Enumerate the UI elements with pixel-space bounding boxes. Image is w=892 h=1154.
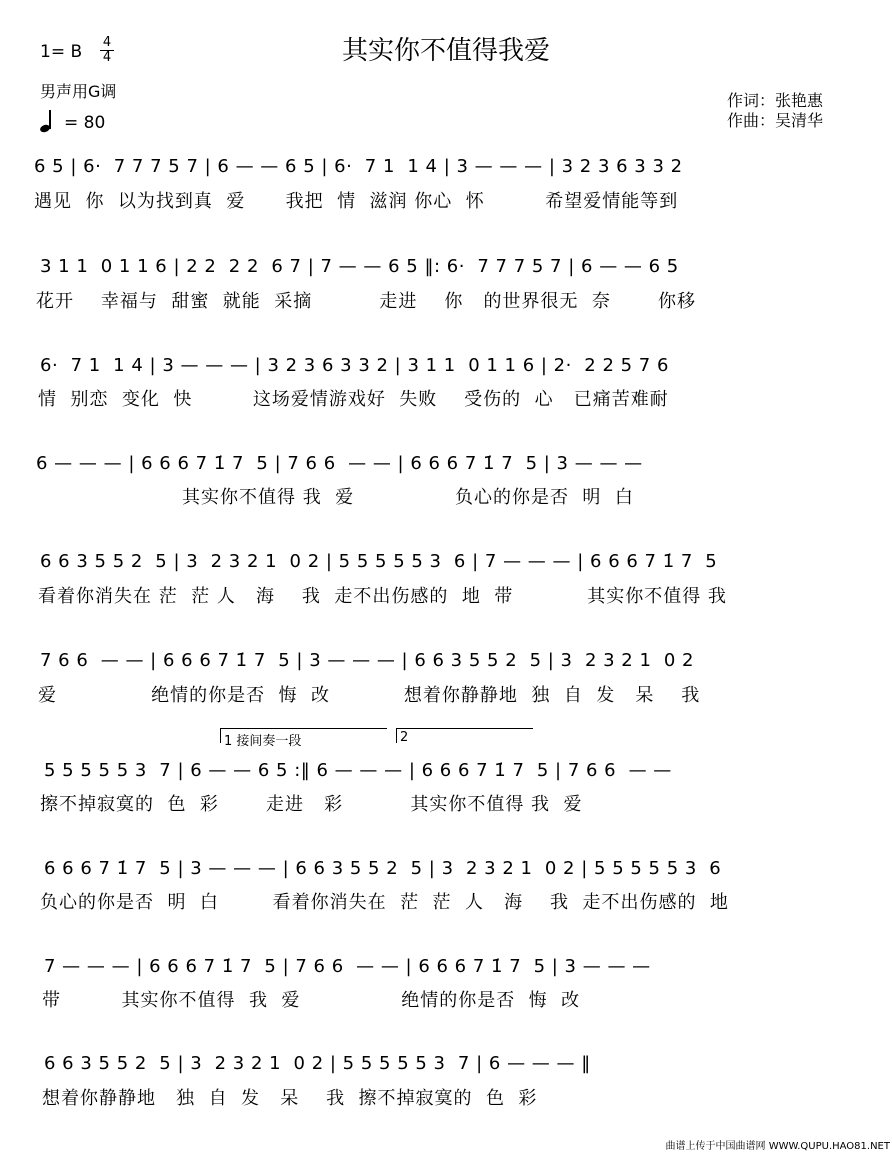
lyricist-credit: 作词：张艳惠 <box>727 91 824 110</box>
footer-watermark: 曲谱上传于中国曲谱网 WWW.QUPU.HAO81.NET <box>665 1141 890 1152</box>
notation-row-8: 6 6 6 7 1̇ 7 5 | 3 — — — | 6 6 3 5 5 2 5 | 3 2 3 2 1 0 2 | 5 5 5 5 5 3 6 <box>44 858 722 879</box>
lyrics-row-2: 花开 幸福与 甜蜜 就能 采摘 走进 你 的世界很无 奈 你移 <box>36 291 696 312</box>
notation-row-10: 6 6 3 5 5 2 5 | 3 2 3 2 1 0 2 | 5 5 5 5 5 3 7 | 6 — — — ‖ <box>44 1053 591 1074</box>
time-signature <box>100 37 114 64</box>
tempo-marking <box>40 110 105 133</box>
lyrics-row-6: 爱 绝情的你是否 悔 改 想着你静静地 独 自 发 呆 我 <box>38 685 701 706</box>
key-signature: 1= B <box>40 42 83 62</box>
volta-bracket-2 <box>396 728 533 743</box>
notation-row-2: 3 1 1 0 1 1 6 | 2 2 2 2 6 7 | 7 — — 6 5 ‖: 6· 7 7 7 5 7 | 6 — — 6 5 <box>40 256 679 277</box>
volta-2-label: 2 <box>400 730 409 745</box>
notation-row-7: 5 5 5 5 5 3 7 | 6 — — 6 5 :‖ 6 — — — | 6 6 6 7 1̇ 7 5 | 7 6 6 — — <box>44 760 672 781</box>
lyrics-row-1: 遇见 你 以为找到真 爱 我把 情 滋润 你心 怀 希望爱情能等到 <box>34 191 679 212</box>
notation-row-1: 6 5 | 6· 7 7 7 5 7 | 6 — — 6 5 | 6· 7 1 1 4 | 3 — — — | 3 2 3 6 3 3 2 <box>34 156 683 177</box>
lyrics-row-9: 带 其实你不值得 我 爱 绝情的你是否 悔 改 <box>42 990 581 1011</box>
time-signature-bottom: 4 <box>102 50 112 65</box>
lyrics-row-5: 看着你消失在 茫 茫 人 海 我 走不出伤感的 地 带 其实你不值得 我 <box>38 586 727 607</box>
composer-credit: 作曲：吴清华 <box>727 111 824 130</box>
quarter-note-icon <box>40 110 54 132</box>
song-title: 其实你不值得我爱 <box>341 36 550 66</box>
time-signature-top: 4 <box>102 35 112 50</box>
lyrics-row-3: 情 别恋 变化 快 这场爱情游戏好 失败 受伤的 心 已痛苦难耐 <box>38 389 669 410</box>
notation-row-6: 7 6 6 — — | 6 6 6 7 1̇ 7 5 | 3 — — — | 6 6 3 5 5 2 5 | 3 2 3 2 1 0 2 <box>40 650 694 671</box>
lyrics-row-10: 想着你静静地 独 自 发 呆 我 擦不掉寂寞的 色 彩 <box>42 1088 538 1109</box>
notation-row-4: 6 — — — | 6 6 6 7 1̇ 7 5 | 7 6 6 — — | 6 6 6 7 1̇ 7 5 | 3 — — — <box>36 453 643 474</box>
notation-row-3: 6· 7 1 1 4 | 3 — — — | 3 2 3 6 3 3 2 | 3 1 1 0 1 1 6 | 2· 2 2 5 7 6 <box>40 355 669 376</box>
vocal-note: 男声用G调 <box>40 82 117 101</box>
lyrics-row-7: 擦不掉寂寞的 色 彩 走进 彩 其实你不值得 我 爱 <box>40 794 583 815</box>
notation-row-5: 6 6 3 5 5 2 5 | 3 2 3 2 1 0 2 | 5 5 5 5 5 3 6 | 7 — — — | 6 6 6 7 1̇ 7 5 <box>40 551 718 572</box>
tempo-value: = 80 <box>64 113 106 133</box>
volta-bracket-1 <box>220 728 387 749</box>
lyrics-row-8: 负心的你是否 明 白 看着你消失在 茫 茫 人 海 我 走不出伤感的 地 <box>40 892 729 913</box>
notation-row-9: 7 — — — | 6 6 6 7 1̇ 7 5 | 7 6 6 — — | 6 6 6 7 1̇ 7 5 | 3 — — — <box>44 956 651 977</box>
volta-1-label: 1 接间奏一段 <box>224 734 302 749</box>
lyrics-row-4: 其实你不值得 我 爱 负心的你是否 明 白 <box>182 487 634 508</box>
